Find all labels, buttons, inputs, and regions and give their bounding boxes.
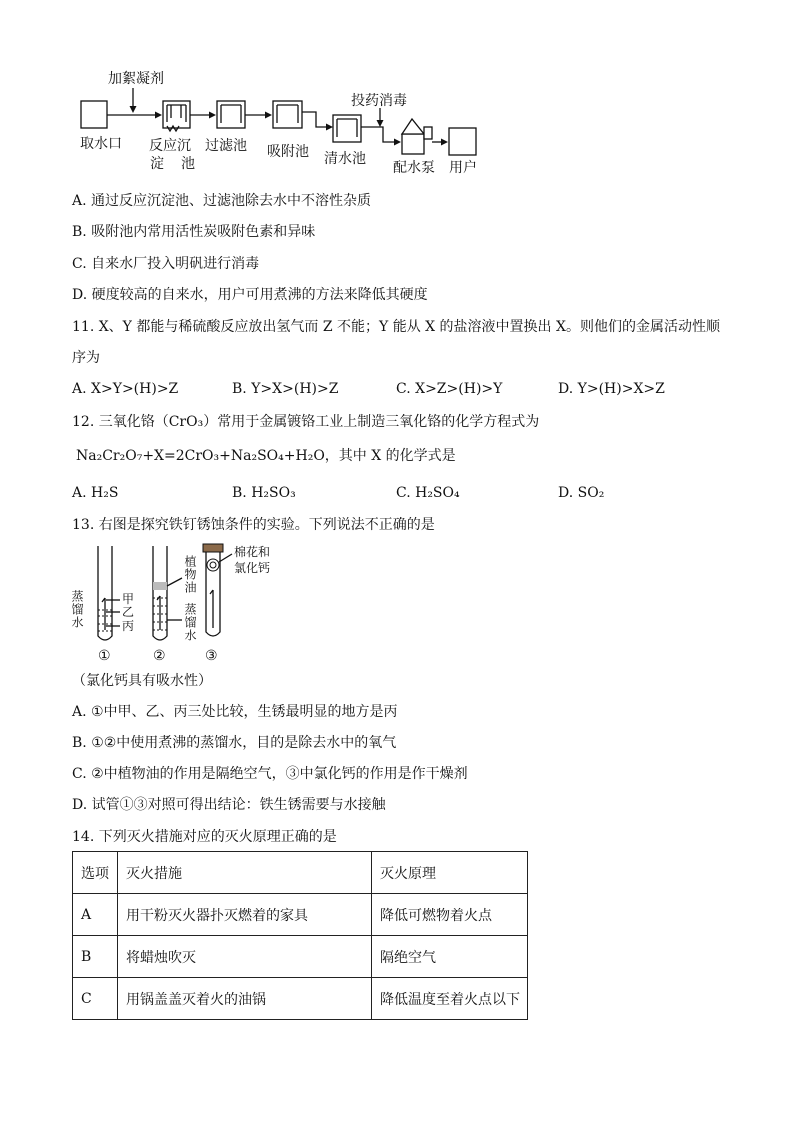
row-measure: 用锅盖盖灭着火的油锅 [118, 978, 372, 1020]
arrow-head [209, 112, 216, 119]
cotton-label-2: 氯化钙 [234, 561, 271, 575]
row-measure: 用干粉灭火器扑灭燃着的家具 [118, 894, 372, 936]
q13-note: （氯化钙具有吸水性） [72, 673, 212, 689]
adsorption-tank-label: 吸附池 [267, 144, 309, 160]
clear-tank-icon [333, 115, 361, 142]
arrow-head [130, 106, 137, 113]
reaction-tank-icon [163, 101, 190, 131]
q11-option-c: C. X>Z>(H)>Y [396, 381, 503, 397]
fire-extinguishing-table [72, 851, 528, 1020]
table-row [73, 936, 528, 978]
q14-stem: 14. 下列灭火措施对应的灭火原理正确的是 [72, 829, 337, 845]
q13-stem: 13. 右图是探究铁钉锈蚀条件的实验。下列说法不正确的是 [72, 517, 435, 533]
header-principle: 灭火原理 [372, 852, 528, 894]
distilled-water-label-1: 蒸馏水 [70, 590, 84, 629]
pump-label: 配水泵 [393, 160, 435, 176]
veg-oil-label: 植物油 [183, 555, 197, 594]
q12-option-c: C. H₂SO₄ [396, 485, 460, 501]
tube-2-label: ② [153, 648, 166, 664]
distilled-water-label-2: 蒸馏水 [183, 603, 197, 642]
q10-option-a: A. 通过反应沉淀池、过滤池除去水中不溶性杂质 [72, 193, 372, 209]
q11-option-a: A. X>Y>(H)>Z [72, 381, 179, 397]
row-principle: 降低温度至着火点以下 [372, 978, 528, 1020]
q12-option-a: A. H₂S [72, 485, 119, 501]
point-c-label: 丙 [122, 619, 135, 633]
table-row [73, 978, 528, 1020]
arrow-head [377, 120, 384, 127]
intake-box [81, 101, 107, 128]
user-box [449, 128, 476, 155]
arrow-head [394, 139, 401, 146]
row-option: C [73, 978, 118, 1020]
clear-tank-label: 清水池 [324, 151, 366, 167]
tube-1-label: ① [98, 648, 111, 664]
q11-stem-line1: 11. X、Y 都能与稀硫酸反应放出氢气而 Z 不能；Y 能从 X 的盐溶液中置换出 X。则他们的金属活动性顺 [72, 319, 720, 335]
arrow-head [441, 139, 448, 146]
point-b-label: 乙 [122, 605, 135, 619]
arrow-head [326, 124, 333, 131]
user-label: 用户 [449, 160, 477, 176]
filter-tank-label: 过滤池 [205, 138, 247, 154]
q13-option-b: B. ①②中使用煮沸的蒸馏水，目的是除去水中的氧气 [72, 735, 397, 751]
reaction-tank-label-2a: 淀 [150, 156, 164, 172]
q12-equation: Na₂Cr₂O₇+X=2CrO₃+Na₂SO₄+H₂O，其中 X 的化学式是 [76, 448, 456, 464]
q11-option-b: B. Y>X>(H)>Z [232, 381, 339, 397]
reaction-tank-label-1: 反应沉 [149, 138, 191, 154]
reaction-tank-label-2b: 池 [181, 156, 195, 172]
header-measure: 灭火措施 [118, 852, 372, 894]
q12-option-b: B. H₂SO₃ [232, 485, 296, 501]
row-option: A [73, 894, 118, 936]
disinfect-label: 投药消毒 [351, 93, 407, 109]
adsorption-tank-icon [273, 101, 302, 128]
q11-stem-line2: 序为 [72, 350, 100, 366]
cotton-label-1: 棉花和 [234, 545, 271, 559]
q11-option-d: D. Y>(H)>X>Z [558, 381, 665, 397]
test-tube-2 [153, 546, 182, 640]
row-option: B [73, 936, 118, 978]
table-row [73, 894, 528, 936]
test-tube-1 [98, 546, 120, 640]
coagulant-label: 加絮凝剂 [108, 71, 164, 87]
header-option: 选项 [73, 852, 118, 894]
point-a-label: 甲 [122, 592, 135, 606]
arrow-head [265, 112, 272, 119]
row-measure: 将蜡烛吹灭 [118, 936, 372, 978]
test-tube-3 [203, 544, 232, 636]
tube-3-label: ③ [205, 648, 218, 664]
row-principle: 降低可燃物着火点 [372, 894, 528, 936]
q13-option-a: A. ①中甲、乙、丙三处比较，生锈最明显的地方是丙 [72, 704, 398, 720]
row-principle: 隔绝空气 [372, 936, 528, 978]
q10-option-d: D. 硬度较高的自来水，用户可用煮沸的方法来降低其硬度 [72, 287, 428, 303]
filter-tank-icon [217, 101, 245, 128]
table-header-row [73, 852, 528, 894]
pump-icon [402, 119, 432, 154]
q10-option-c: C. 自来水厂投入明矾进行消毒 [72, 256, 260, 272]
q12-stem: 12. 三氧化铬（CrO₃）常用于金属镀铬工业上制造三氧化铬的化学方程式为 [72, 414, 540, 430]
q10-option-b: B. 吸附池内常用活性炭吸附色素和异味 [72, 224, 316, 240]
q13-option-c: C. ②中植物油的作用是隔绝空气，③中氯化钙的作用是作干燥剂 [72, 766, 468, 782]
intake-label: 取水口 [80, 136, 122, 152]
q13-option-d: D. 试管①③对照可得出结论：铁生锈需要与水接触 [72, 797, 386, 813]
arrow-head [155, 112, 162, 119]
q12-option-d: D. SO₂ [558, 485, 605, 501]
